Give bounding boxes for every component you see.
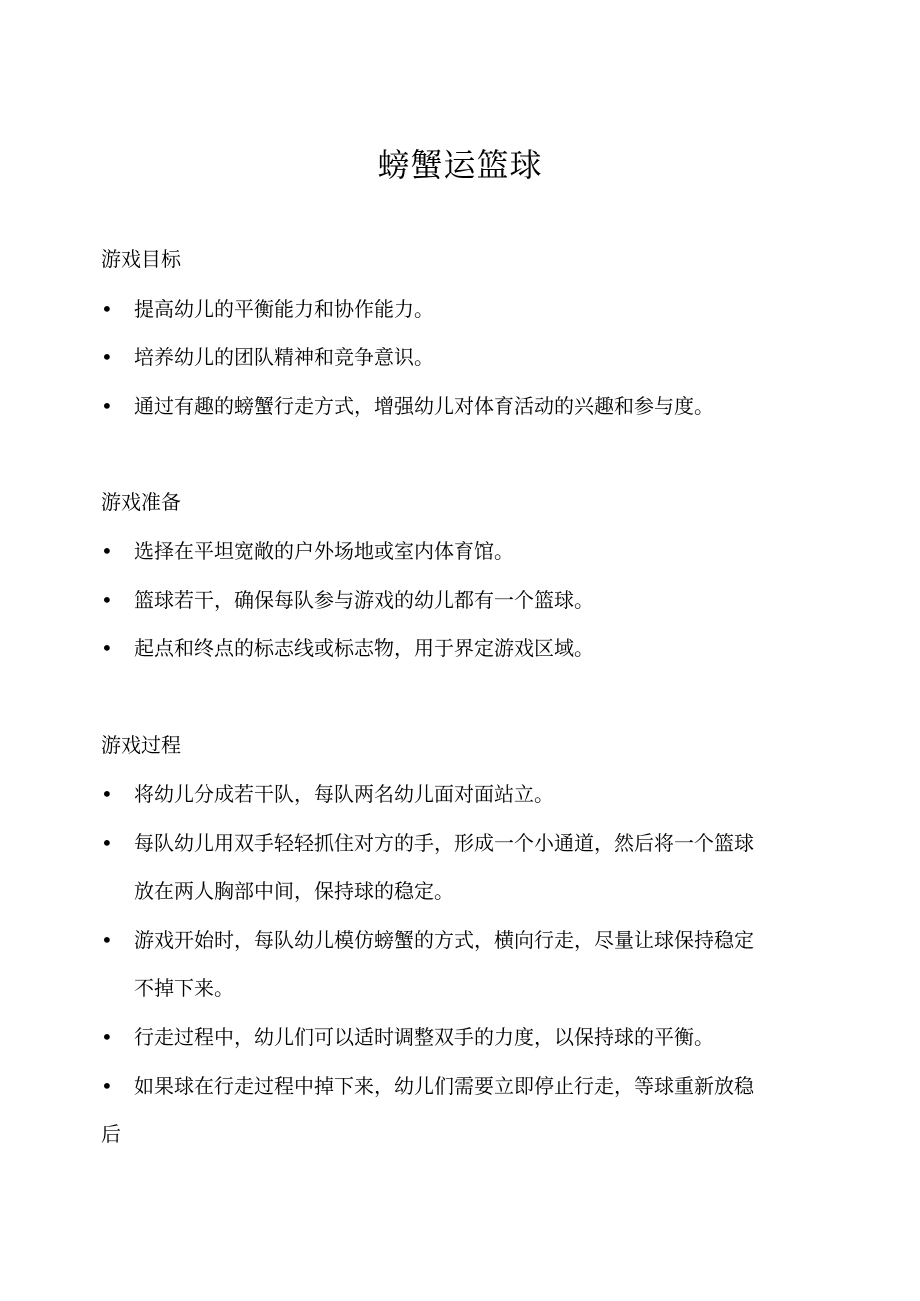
list-item: 行走过程中，幼儿们可以适时调整双手的力度，以保持球的平衡。 — [134, 1025, 714, 1049]
list-item: 游戏开始时，每队幼儿模仿螃蟹的方式，横向行走，尽量让球保持稳定 — [134, 928, 754, 952]
bullet-icon: • — [101, 297, 113, 321]
section-heading-goals: 游戏目标 — [101, 247, 181, 271]
list-item: 通过有趣的螃蟹行走方式，增强幼儿对体育活动的兴趣和参与度。 — [134, 394, 714, 418]
section-heading-process: 游戏过程 — [101, 733, 181, 757]
bullet-icon: • — [101, 588, 113, 612]
bullet-icon: • — [101, 345, 113, 369]
list-item-continuation: 不掉下来。 — [134, 976, 234, 1000]
list-item: 起点和终点的标志线或标志物，用于界定游戏区域。 — [134, 636, 594, 660]
list-item: 将幼儿分成若干队，每队两名幼儿面对面站立。 — [134, 782, 554, 806]
bullet-icon: • — [101, 394, 113, 418]
bullet-icon: • — [101, 1074, 113, 1098]
bullet-icon: • — [101, 831, 113, 855]
bullet-icon: • — [101, 539, 113, 563]
bullet-icon: • — [101, 928, 113, 952]
section-heading-preparation: 游戏准备 — [101, 490, 181, 514]
list-item: 篮球若干，确保每队参与游戏的幼儿都有一个篮球。 — [134, 588, 594, 612]
list-item: 提高幼儿的平衡能力和协作能力。 — [134, 297, 434, 321]
list-item: 如果球在行走过程中掉下来，幼儿们需要立即停止行走，等球重新放稳 — [134, 1074, 754, 1098]
bullet-icon: • — [101, 1025, 113, 1049]
bullet-icon: • — [101, 636, 113, 660]
list-item-continuation: 后 — [101, 1122, 121, 1146]
list-item: 培养幼儿的团队精神和竞争意识。 — [134, 345, 434, 369]
list-item: 选择在平坦宽敞的户外场地或室内体育馆。 — [134, 539, 514, 563]
list-item-continuation: 放在两人胸部中间，保持球的稳定。 — [134, 879, 454, 903]
list-item: 每队幼儿用双手轻轻抓住对方的手，形成一个小通道，然后将一个篮球 — [134, 831, 754, 855]
document-title: 螃蟹运篮球 — [377, 146, 543, 184]
bullet-icon: • — [101, 782, 113, 806]
